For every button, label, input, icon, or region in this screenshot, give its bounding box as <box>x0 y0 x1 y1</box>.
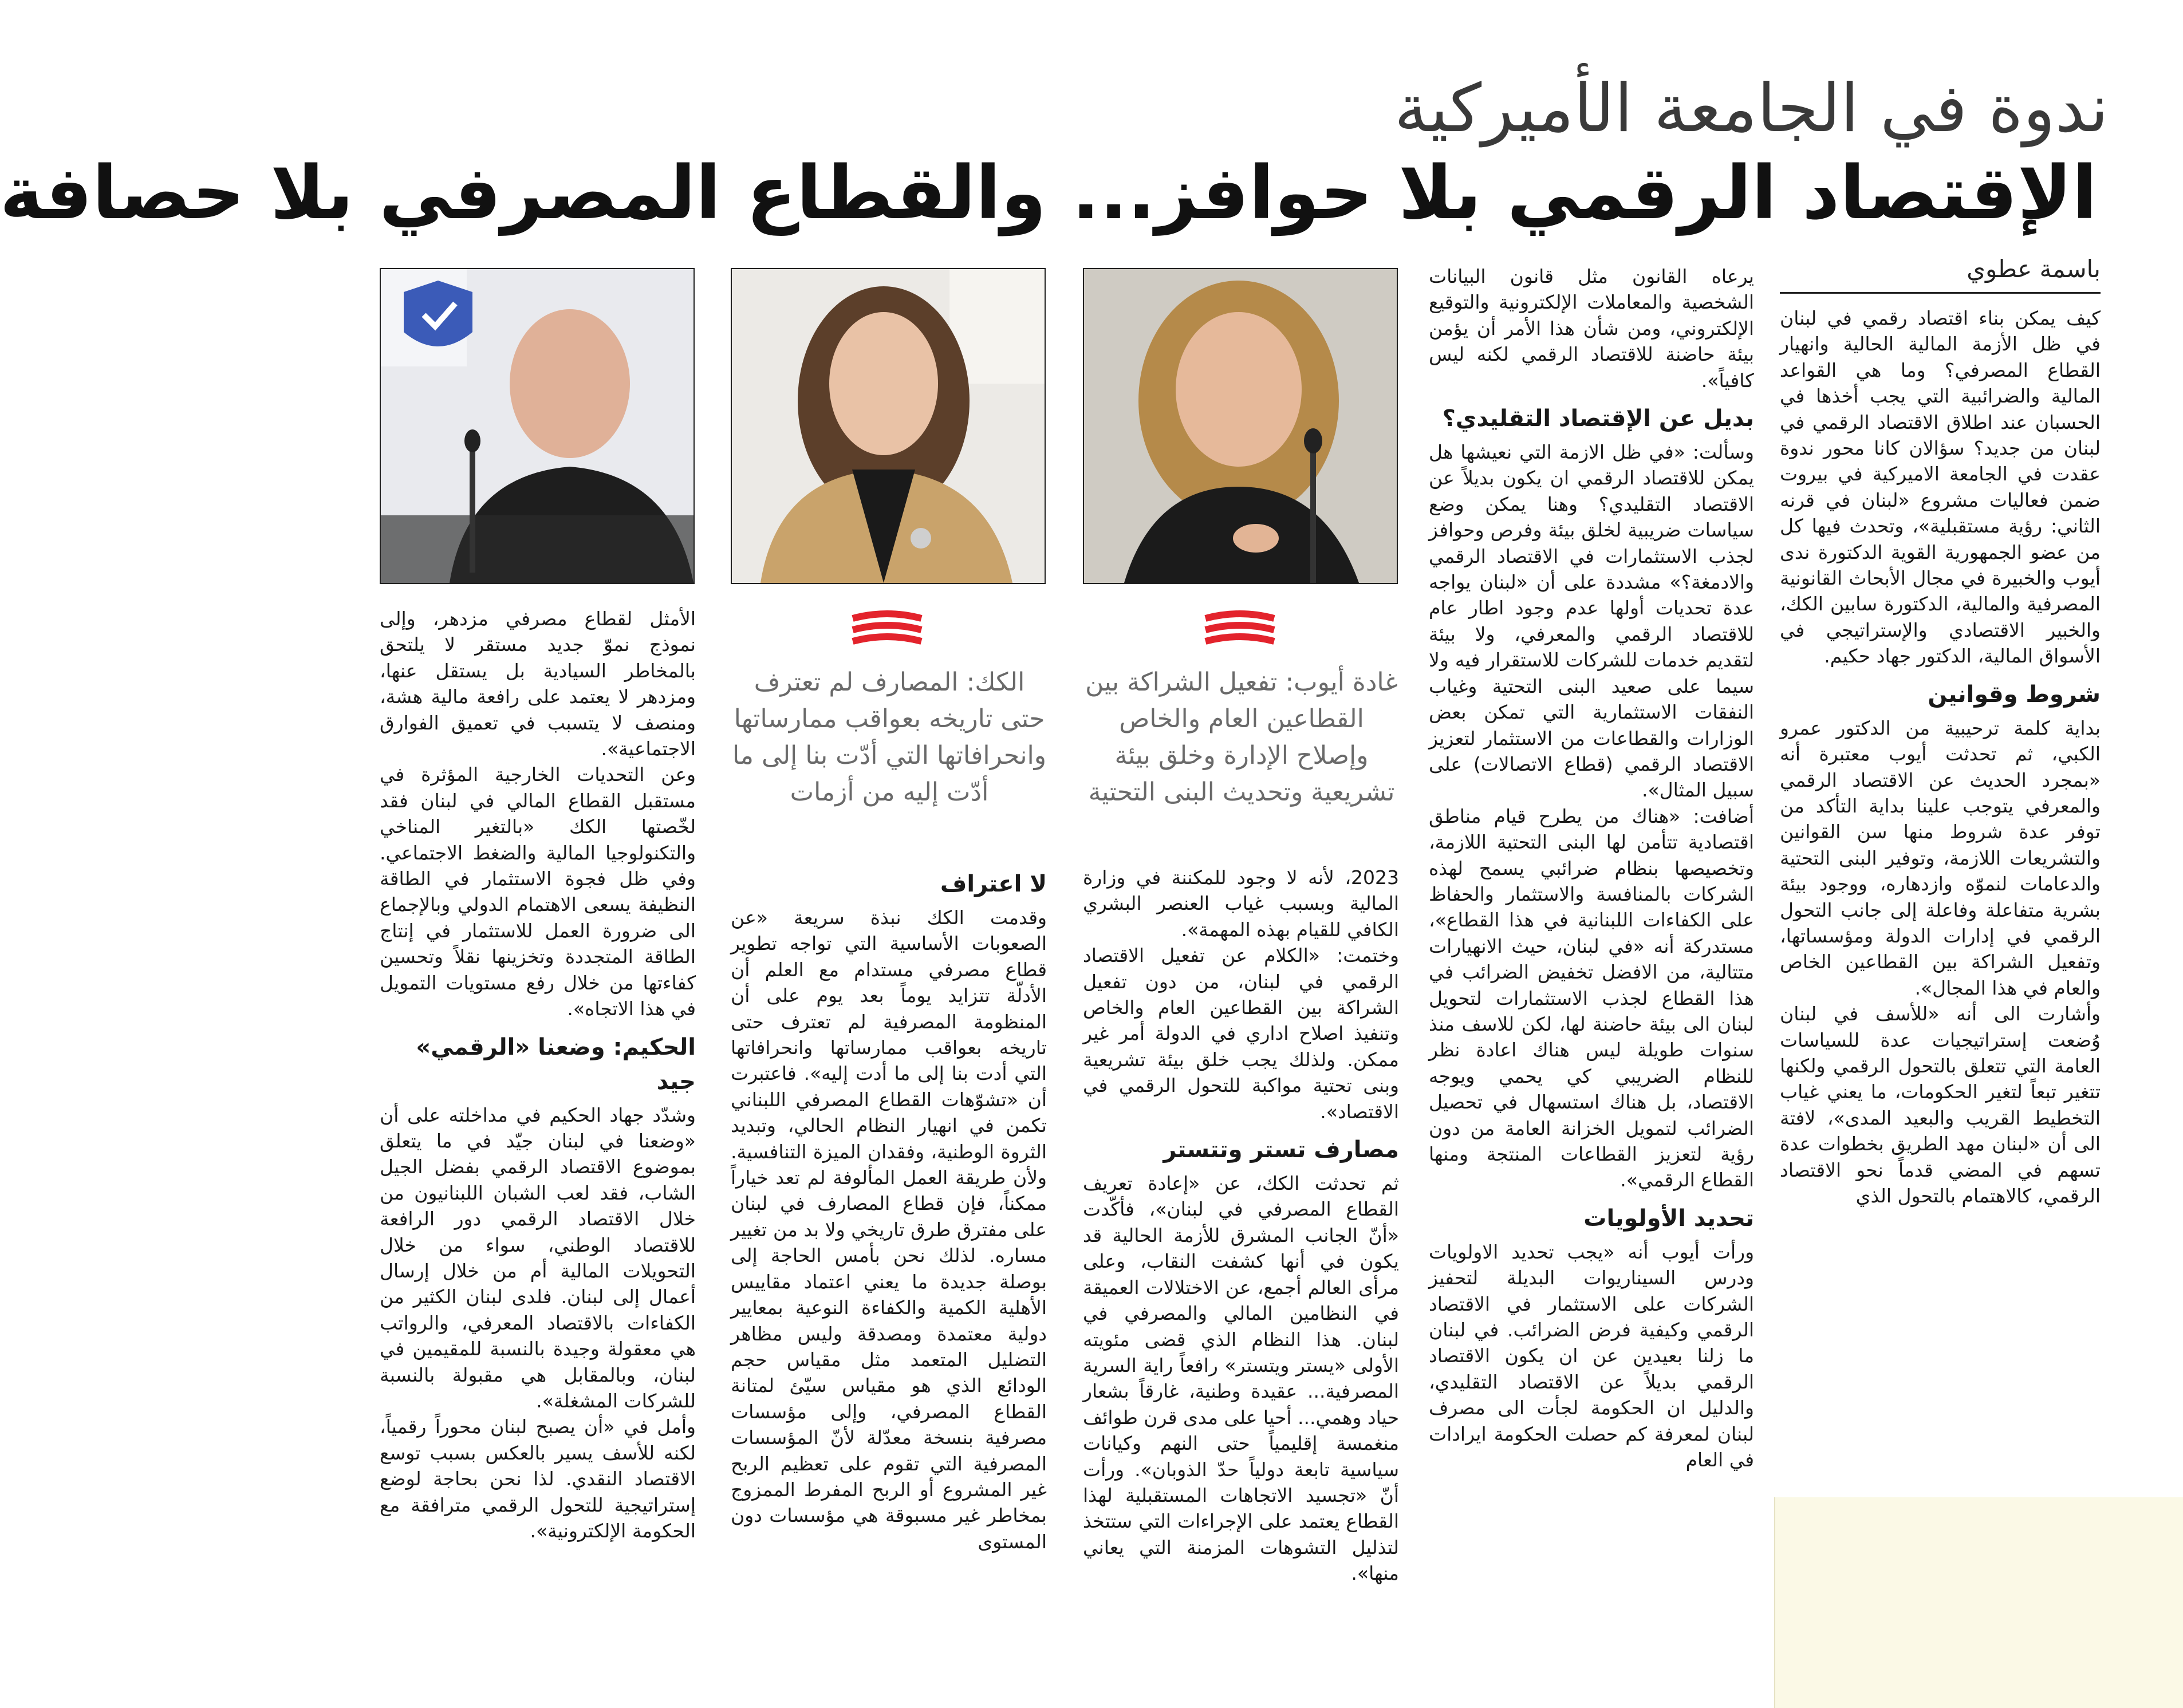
paragraph: الأمثل لقطاع مصرفي مزدهر، وإلى نموذج نموّ جديد مستقر لا يلتحق بالمخاطر السيادية بل يستقل عنها، ومزدهر لا يعتمد على رافعة مالية هشة، ومنصف لا يتسبب في تعميق الفوارق الاجتماعية». <box>380 608 696 760</box>
paragraph: بداية كلمة ترحيبية من الدكتور عمرو الكبي، ثم تحدثت أيوب معتبرة أنه «بمجرد الحديث عن الاقتصاد الرقمي والمعرفي يتوجب علينا بداية التأكد من توفر عدة شروط منها سن القوانين والتشريعات اللازمة، وتوفير البنى التحتية والدعامات لنموّه وازدهاره، ووجود بيئة بشرية متفاعلة وفاعلة إلى جانب التحول الرقمي في إدارات الدولة ومؤسساتها، وتفعيل الشراكة بين القطاعين الخاص والعام في هذا المجال». <box>1780 716 2101 999</box>
portrait-image <box>381 269 693 583</box>
byline: باسمة عطوي <box>1967 255 2101 283</box>
paragraph: وقدمت الكك نبذة سريعة «عن الصعوبات الأساسية التي تواجه تطوير قطاع مصرفي مستدام مع العلم أن الأدلّة تتزايد يوماً بعد يوم على أن المنظومة المصرفية لم تعترف حتى تاريخه بعواقب ممارساتها وانحرافاتها التي أدت بنا إلى ما أدت إليه». فاعتبرت أن «تشوّهات القطاع المصرفي اللبناني تكمن في انهيار النظام الحالي، وتبديد الثروة الوطنية، وفقدان الميزة التنافسية. ولأن طريقة العمل المألوفة لم تعد خياراً ممكناً، فإن قطاع المصارف في لبنان على مفترق طرق تاريخي ولا بد من تغيير مساره. لذلك نحن بأمس الحاجة إلى بوصلة جديدة ما يعني اعتماد مقاييس الأهلية الكمية والكفاءة النوعية بمعايير دولية معتمدة ومصدقة وليس مظاهر التضليل المتعمد مثل مقياس حجم الودائع الذي هو مقياس سيّئ لمتانة القطاع المصرفي، وإلى مؤسسات مصرفية بنسخة معدّلة لأنّ المؤسسات المصرفية التي تقوم على تعظيم الربح غير المشروع أو الربح المفرط الممزوج بمخاطر غير مسبوقة هي مؤسسات دون المستوى <box>731 906 1047 1553</box>
intro-paragraph: كيف يمكن بناء اقتصاد رقمي في لبنان في ظل الأزمة المالية الحالية وانهيار القطاع المصرفي؟ وما هي القواعد المالية والضرائبية التي يجب أخذها في الحسبان عند اطلاق الاقتصاد الرقمي في لبنان من جديد؟ سؤالان كانا محور ندوة عقدت في الجامعة الاميركية في بيروت ضمن فعاليات مشروع «لبنان في قرنه الثاني: رؤية مستقبلية»، وتحدث فيها كل من عضو الجمهورية القوية الدكتورة ندى أيوب والخبيرة في مجال الأبحاث القانونية المصرفية والمالية، الدكتورة سابين الكك، والخبير الاقتصادي والإستراتيجي في الأسواق المالية، الدكتور جهاد حكيم. <box>1780 307 2101 668</box>
portrait-image <box>1084 269 1397 583</box>
article-column-2 <box>1429 263 1754 1695</box>
lebanon-flag-icon <box>1200 612 1280 646</box>
article-column-1 <box>1780 252 2101 1683</box>
article-headline: الإقتصاد الرقمي بلا حوافز... والقطاع المصرفي بلا حصافة <box>0 151 2097 236</box>
paragraph: أضافت: «هناك من يطرح قيام مناطق اقتصادية تتأمن لها البنى التحتية اللازمة، وتخصيصها بنظام ضرائبي يسمح لهذه الشركات بالمنافسة والاستثمار والحفاظ على الكفاءات اللبنانية في هذا القطاع»، مستدركة أنه «في لبنان، حيث الانهيارات متتالية، من الافضل تخفيض الضرائب في هذا القطاع لجذب الاستثمارات لتحويل لبنان الى بيئة حاضنة لها، لكن للاسف منذ سنوات طويلة ليس هناك اعادة نظر للنظام الضريبي كي يحمي ويوجه الاقتصاد، بل هناك استسهال في تحصيل الضرائب لتمويل الخزانة العامة من دون رؤية لتعزيز القطاعات المنتجة ومنها القطاع الرقمي». <box>1429 804 1754 1192</box>
article-column-4 <box>731 859 1047 1689</box>
subhead-conditions: شروط وقوانين <box>1928 681 2101 708</box>
shield-icon <box>404 281 472 346</box>
article-column-3 <box>1083 865 1399 1689</box>
photo-speaker-kak <box>731 268 1046 584</box>
subhead-no-acknowledgement: لا اعتراف <box>940 871 1047 897</box>
pull-quote-ayoub: غادة أيوب: تفعيل الشراكة بين القطاعين العام والخاص وإصلاح الإدارة وخلق بيئة تشريعية وتحديث البنى التحتية <box>1085 668 1398 807</box>
paragraph: وعن التحديات الخارجية المؤثرة في مستقبل القطاع المالي في لبنان فقد لخّصتها الكك «بالتغير المناخي والتكنولوجيا المالية والضغط الاجتماعي. وفي ظل فجوة الاستثمار في الطاقة النظيفة يسعى الاهتمام الدولي وبالإجماع الى ضرورة العمل للاستثمار في إنتاج الطاقة المتجددة وتخزينها نقلاً وتحسين كفاءتها من خلال رفع مستويات التمويل في هذا الاتجاه». <box>380 763 696 1020</box>
blank-note-box <box>1774 1497 2183 1708</box>
article-column-5 <box>380 606 696 1691</box>
paragraph: وشدّد جهاد الحكيم في مداخلته على أن «وضعنا في لبنان جيّد في ما يتعلق بموضوع الاقتصاد الرقمي بفضل الجيل الشاب، فقد لعب الشبان اللبنانيون من خلال الاقتصاد الرقمي دور الرافعة للاقتصاد الوطني، سواء من خلال التحويلات المالية أم من خلال إرسال أعمال إلى لبنان. فلدى لبنان الكثير من الكفاءات بالاقتصاد المعرفي، والرواتب هي معقولة وجيدة بالنسبة للمقيمين في لبنان، وبالمقابل هي مقبولة بالنسبة للشركات المشغلة». <box>380 1103 696 1412</box>
paragraph: وسألت: «في ظل الازمة التي نعيشها هل يمكن للاقتصاد الرقمي ان يكون بديلاً عن الاقتصاد التقليدي؟ وهنا يمكن وضع سياسات ضريبية لخلق بيئة وفرص وحوافز لجذب الاستثمارات في الاقتصاد الرقمي والادمغة؟» مشددة على أن «لبنان يواجه عدة تحديات أولها عدم وجود اطار عام للاقتصاد الرقمي والمعرفي، ولا بيئة لتقديم خدمات للشركات للاستقرار فيه ولا سيما على صعيد البنى التحتية وغياب النفقات الاستثمارية التي تمكن بعض الوزارات والقطاعات من الاستثمار لتعزيز الاقتصاد الرقمي (قطاع الاتصالات) على سبيل المثال». <box>1429 441 1754 802</box>
paragraph: 2023، لأنه لا وجود للمكننة في وزارة المالية وبسبب غياب العنصر البشري الكافي للقيام بهذه المهمة». <box>1083 866 1399 941</box>
portrait-image <box>732 269 1045 583</box>
byline-divider <box>1780 292 2101 294</box>
paragraph: يرعاه القانون مثل قانون البيانات الشخصية والمعاملات الإلكترونية والتوقيع الإلكتروني، ومن شأن هذا الأمر أن يؤمن بيئة حاضنة للاقتصاد الرقمي لكنه ليس كافياً». <box>1429 265 1754 392</box>
paragraph: وأمل في «أن يصبح لبنان محوراً رقمياً، لكنه للأسف يسير بالعكس بسبب توسع الاقتصاد النقدي. لذا نحن بحاجة لوضع إستراتيجية للتحول الرقمي مترافقة مع الحكومة الإلكترونية». <box>380 1415 696 1542</box>
lebanon-flag-icon <box>847 612 927 646</box>
pull-quote-kak: الكك: المصارف لم تعترف حتى تاريخه بعواقب ممارساتها وانحرافاتها التي أدّت بنا إلى ما أدّت إليه من أزمات <box>732 668 1046 807</box>
paragraph: ورأت أيوب أنه «يجب تحديد الاولويات ودرس السيناريوات البديلة لتحفيز الشركات على الاستثمار في الاقتصاد الرقمي وكيفية فرض الضرائب. في لبنان ما زلنا بعيدين عن ان يكون الاقتصاد الرقمي بديلاً عن الاقتصاد التقليدي، والدليل ان الحكومة لجأت الى مصرف لبنان لمعرفة كم حصلت الحكومة ايرادات في العام <box>1429 1240 1754 1472</box>
subhead-priorities: تحديد الأولويات <box>1583 1205 1754 1232</box>
photo-speaker-ayoub <box>1083 268 1398 584</box>
subhead-banks: مصارف تستر وتتستر <box>1163 1137 1399 1163</box>
subhead-alternative: بديل عن الإقتصاد التقليدي؟ <box>1442 405 1754 432</box>
paragraph: ثم تحدثت الكك، عن «إعادة تعريف القطاع المصرفي في لبنان»، فأكّدت «أنّ الجانب المشرق للأزمة الحالية قد يكون في أنها كشفت النقاب، وعلى مرأى العالم أجمع، عن الاختلالات العميقة في النظامين المالي والمصرفي في لبنان. هذا النظام الذي قضى مئويته الأولى «يستر ويتستر» رافعاً راية السرية المصرفية... عقيدة وطنية، غارقاً بشعار حياد وهمي... أحيا على مدى قرن طوائف منغمسة إقليمياً حتى النهم وكيانات سياسية تابعة دولياً حدّ الذوبان». ورأت أنّ «تجسيد الاتجاهات المستقبلية لهذا القطاع يعتمد على الإجراءات التي ستتخذ لتذليل التشوهات المزمنة التي يعاني منها». <box>1082 1172 1399 1585</box>
paragraph: وأشارت الى أنه «للأسف في لبنان وُضعت إستراتيجيات عدة للسياسات العامة التي تتعلق بالتحول الرقمي ولكنها تتغير تبعاً لتغير الحكومات، ما يعني غياب التخطيط القريب والبعيد المدى»، لافتة الى أن «لبنان مهد الطريق بخطوات عدة تسهم في المضي قدماً نحو الاقتصاد الرقمي، كالاهتمام بالتحول الذي <box>1780 1003 2101 1207</box>
photo-speaker-hakim <box>380 268 695 584</box>
article-kicker: ندوة في الجامعة الأميركية <box>1394 70 2109 147</box>
subhead-hakim: الحكيم: وضعنا «الرقمي» جيد <box>416 1034 696 1095</box>
paragraph: وختمت: «الكلام عن تفعيل الاقتصاد الرقمي في لبنان، من دون تفعيل الشراكة بين القطاعين العام والخاص وتنفيذ اصلاح اداري في الدولة أمر غير ممكن. ولذلك يجب خلق بيئة تشريعية وبنى تحتية مواكبة للتحول الرقمي في الاقتصاد». <box>1083 944 1399 1123</box>
